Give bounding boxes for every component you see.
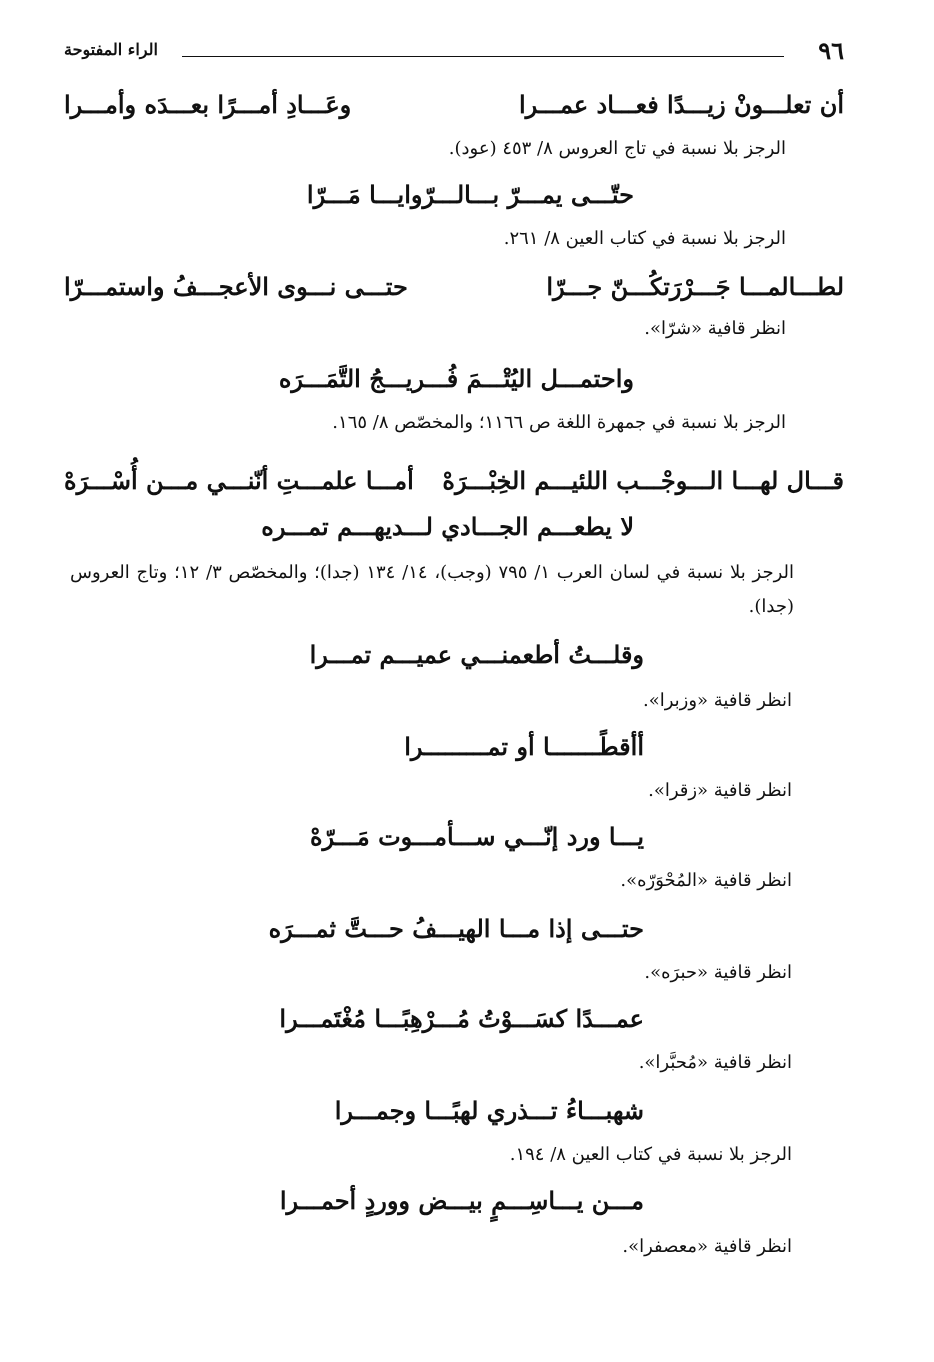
rhyme-reference: انظر قافية «حبرَه». <box>644 962 792 983</box>
rhyme-reference: انظر قافية «وزبرا». <box>642 690 792 711</box>
verse-line: وقلـــتُ أطعمنـــي عميـــم تمـــرا <box>309 640 644 669</box>
verse-pair <box>64 272 844 301</box>
verse-line: حتـــى إذا مـــا الهيـــفُ حـــتَّ ثمـــرَه <box>268 914 644 943</box>
verse-pair <box>64 466 844 495</box>
running-title: الراء المفتوحة <box>64 40 158 59</box>
verse-hemistich-first: أن تعلـــونْ زيـــدًا فعـــاد عمـــرا <box>518 90 844 119</box>
header-rule <box>182 56 784 57</box>
verse-hemistich-second: حتـــى نـــوى الأعجـــفُ واستمـــرّا <box>64 272 408 301</box>
page-number: ٩٦ <box>818 36 844 65</box>
verse-hemistich-second: وعَـــادِ أمـــرًا بعـــدَه وأمـــرا <box>64 90 352 119</box>
rhyme-reference: انظر قافية «معصفرا». <box>622 1236 792 1257</box>
verse-line: عمـــدًا كسَـــوْتُ مُـــرْهِبًـــا مُغْتَمـــرا <box>279 1004 644 1033</box>
verse-pair <box>64 90 844 119</box>
verse-line: يـــا ورد إنّـــي ســـأمـــوت مَـــرّهْ <box>309 822 644 851</box>
source-note: الرجز بلا نسبة في جمهرة اللغة ص ١١٦٦؛ والمخصّص ٨/ ١٦٥. <box>332 412 786 433</box>
rhyme-reference: انظر قافية «زقرا». <box>648 780 792 801</box>
verse-hemistich-first: لطـــالمـــا جَـــرْرَتكُـــنّ جـــرّا <box>546 272 844 301</box>
verse-line: واحتمـــل اليُتْـــمَ فُـــريـــجُ التَّمَـــرَه <box>278 364 634 393</box>
verse-line: حتّـــى يمـــرّ بـــالـــرّوايـــا مَـــرّا <box>306 180 634 209</box>
source-note: الرجز بلا نسبة في لسان العرب ١/ ٧٩٥ (وجب)، ١٤/ ١٣٤ (جدا)؛ والمخصّص ٣/ ١٢؛ وتاج العروس (جدا). <box>70 562 794 617</box>
verse-line: لا يطعـــم الجـــادي لـــديهـــم تمـــره <box>261 512 634 541</box>
source-note: الرجز بلا نسبة في تاج العروس ٨/ ٤٥٣ (عود). <box>448 138 786 159</box>
source-note: الرجز بلا نسبة في كتاب العين ٨/ ١٩٤. <box>509 1144 792 1165</box>
verse-hemistich-second: أمـــا علمـــتِ أنّنـــي مـــن أُسْـــرَهْ <box>64 466 414 495</box>
page-header <box>64 36 844 68</box>
verse-line: مـــن يـــاسِـــمٍ بيـــض ووردٍ أحمـــرا <box>279 1186 644 1215</box>
rhyme-reference: انظر قافية «شرّا». <box>644 318 786 339</box>
rhyme-reference: انظر قافية «مُحبَّرا». <box>638 1052 792 1073</box>
verse-hemistich-first: قـــال لهـــا الـــوجْـــب اللئيـــم الخِبْـــرَهْ <box>442 466 844 495</box>
verse-line: شهبـــاءُ تـــذري لهبًـــا وجمـــرا <box>334 1096 644 1125</box>
source-note: الرجز بلا نسبة في كتاب العين ٨/ ٢٦١. <box>503 228 786 249</box>
verse-line: أأقطًـــــــا أو تمـــــــــرا <box>404 732 644 761</box>
rhyme-reference: انظر قافية «المُحْوَرّه». <box>620 870 792 891</box>
